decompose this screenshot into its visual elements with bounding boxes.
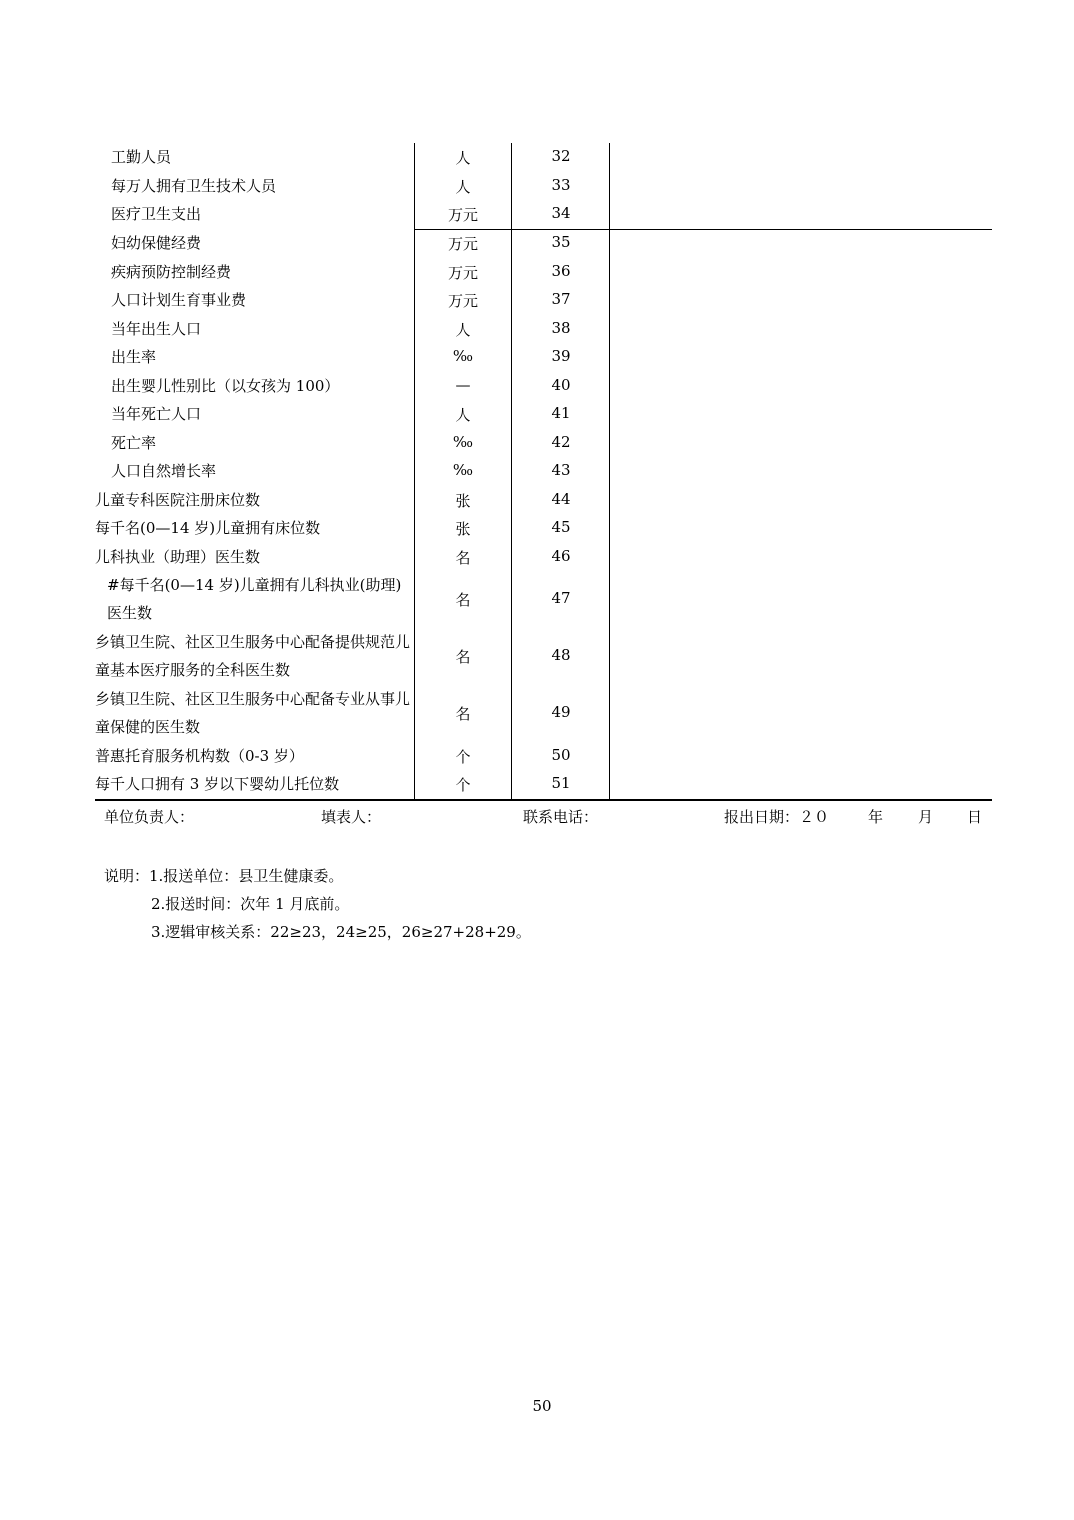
- day-label: 日: [967, 808, 983, 826]
- row-name: 儿科执业（助理）医生数: [95, 548, 261, 566]
- table-row: [95, 229, 992, 257]
- row-unit: ‰: [452, 347, 474, 365]
- note-line: 说明：1.报送单位：县卫生健康委。: [104, 867, 344, 885]
- row-code: 49: [551, 703, 571, 721]
- row-unit: 名: [455, 648, 471, 666]
- row-unit: —: [455, 376, 471, 394]
- row-name: 出生率: [111, 348, 157, 366]
- signature-footer: [0, 806, 1074, 826]
- notes-section: [104, 862, 531, 946]
- table-row: [95, 543, 992, 571]
- table-row: [95, 286, 992, 314]
- report-date-label: 报出日期：２０: [724, 808, 830, 826]
- row-unit: 名: [455, 591, 471, 609]
- page-number: 50: [532, 1397, 552, 1415]
- row-name: 每万人拥有卫生技术人员: [111, 177, 277, 195]
- row-name: 乡镇卫生院、社区卫生服务中心配备提供规范儿童基本医疗服务的全科医生数: [95, 633, 411, 679]
- row-name: 每千名(0—14 岁)儿童拥有床位数: [95, 519, 321, 537]
- row-unit: 名: [455, 549, 471, 567]
- table-row: [95, 486, 992, 514]
- row-unit: 万元: [447, 292, 478, 310]
- row-code: 34: [551, 204, 571, 222]
- table-row: [95, 172, 992, 200]
- row-code: 43: [551, 461, 571, 479]
- row-code: 41: [551, 404, 571, 422]
- table-row: [95, 429, 992, 457]
- table-row: [95, 343, 992, 371]
- table-row: [95, 685, 992, 742]
- row-code: 47: [551, 589, 571, 607]
- phone-label: 联系电话：: [523, 808, 599, 826]
- filler-label: 填表人：: [321, 808, 382, 826]
- row-name: 乡镇卫生院、社区卫生服务中心配备专业从事儿童保健的医生数: [95, 690, 411, 736]
- row-unit: 张: [455, 520, 471, 538]
- table-row: [95, 571, 992, 628]
- table-row: [95, 770, 992, 798]
- row-name: #每千名(0—14 岁)儿童拥有儿科执业(助理)医生数: [107, 576, 402, 622]
- row-code: 36: [551, 262, 571, 280]
- row-unit: 人: [455, 321, 471, 339]
- row-unit: 人: [455, 149, 471, 167]
- row-code: 33: [551, 176, 571, 194]
- row-name: 普惠托育服务机构数（0-3 岁）: [95, 747, 304, 765]
- row-unit: 个: [455, 776, 471, 794]
- table-row: [95, 400, 992, 428]
- table-row: [95, 457, 992, 485]
- note-line: 3.逻辑审核关系：22≥23，24≥25，26≥27+28+29。: [151, 923, 531, 941]
- table-row: [95, 628, 992, 685]
- month-label: 月: [918, 808, 934, 826]
- table-row: [95, 514, 992, 542]
- row-code: 44: [551, 490, 571, 508]
- row-code: 51: [551, 774, 571, 792]
- row-code: 42: [551, 433, 571, 451]
- table-row: [95, 315, 992, 343]
- table-row: [95, 742, 992, 770]
- row-name: 医疗卫生支出: [111, 205, 202, 223]
- row-name: 死亡率: [111, 434, 157, 452]
- table-row: [95, 143, 992, 171]
- row-unit: 万元: [447, 206, 478, 224]
- row-unit: 张: [455, 492, 471, 510]
- row-code: 35: [551, 233, 571, 251]
- row-name: 出生婴儿性别比（以女孩为 100）: [111, 377, 340, 395]
- row-unit: 万元: [447, 235, 478, 253]
- row-unit: 名: [455, 705, 471, 723]
- row-name: 人口自然增长率: [111, 462, 217, 480]
- row-name: 妇幼保健经费: [111, 234, 202, 252]
- row-unit: 人: [455, 178, 471, 196]
- row-code: 48: [551, 646, 571, 664]
- row-name: 儿童专科医院注册床位数: [95, 491, 261, 509]
- table-row: [95, 258, 992, 286]
- row-code: 40: [551, 376, 571, 394]
- row-code: 32: [551, 147, 571, 165]
- note-line: 2.报送时间：次年 1 月底前。: [151, 895, 350, 913]
- row-unit: ‰: [452, 433, 474, 451]
- row-code: 37: [551, 290, 571, 308]
- row-code: 46: [551, 547, 571, 565]
- table-row: [95, 372, 992, 400]
- row-unit: 人: [455, 406, 471, 424]
- row-code: 39: [551, 347, 571, 365]
- row-unit: 个: [455, 748, 471, 766]
- row-code: 50: [551, 746, 571, 764]
- row-unit: ‰: [452, 461, 474, 479]
- row-name: 人口计划生育事业费: [111, 291, 247, 309]
- row-name: 每千人口拥有 3 岁以下婴幼儿托位数: [95, 775, 340, 793]
- unit-head-label: 单位负责人：: [104, 808, 195, 826]
- year-label: 年: [868, 808, 884, 826]
- row-code: 38: [551, 319, 571, 337]
- row-code: 45: [551, 518, 571, 536]
- row-name: 工勤人员: [111, 148, 172, 166]
- row-unit: 万元: [447, 264, 478, 282]
- row-name: 当年出生人口: [111, 320, 202, 338]
- row-name: 当年死亡人口: [111, 405, 202, 423]
- statistics-table: [95, 143, 992, 800]
- table-row: [95, 200, 992, 228]
- row-name: 疾病预防控制经费: [111, 263, 232, 281]
- table-bottom-border: [95, 799, 992, 801]
